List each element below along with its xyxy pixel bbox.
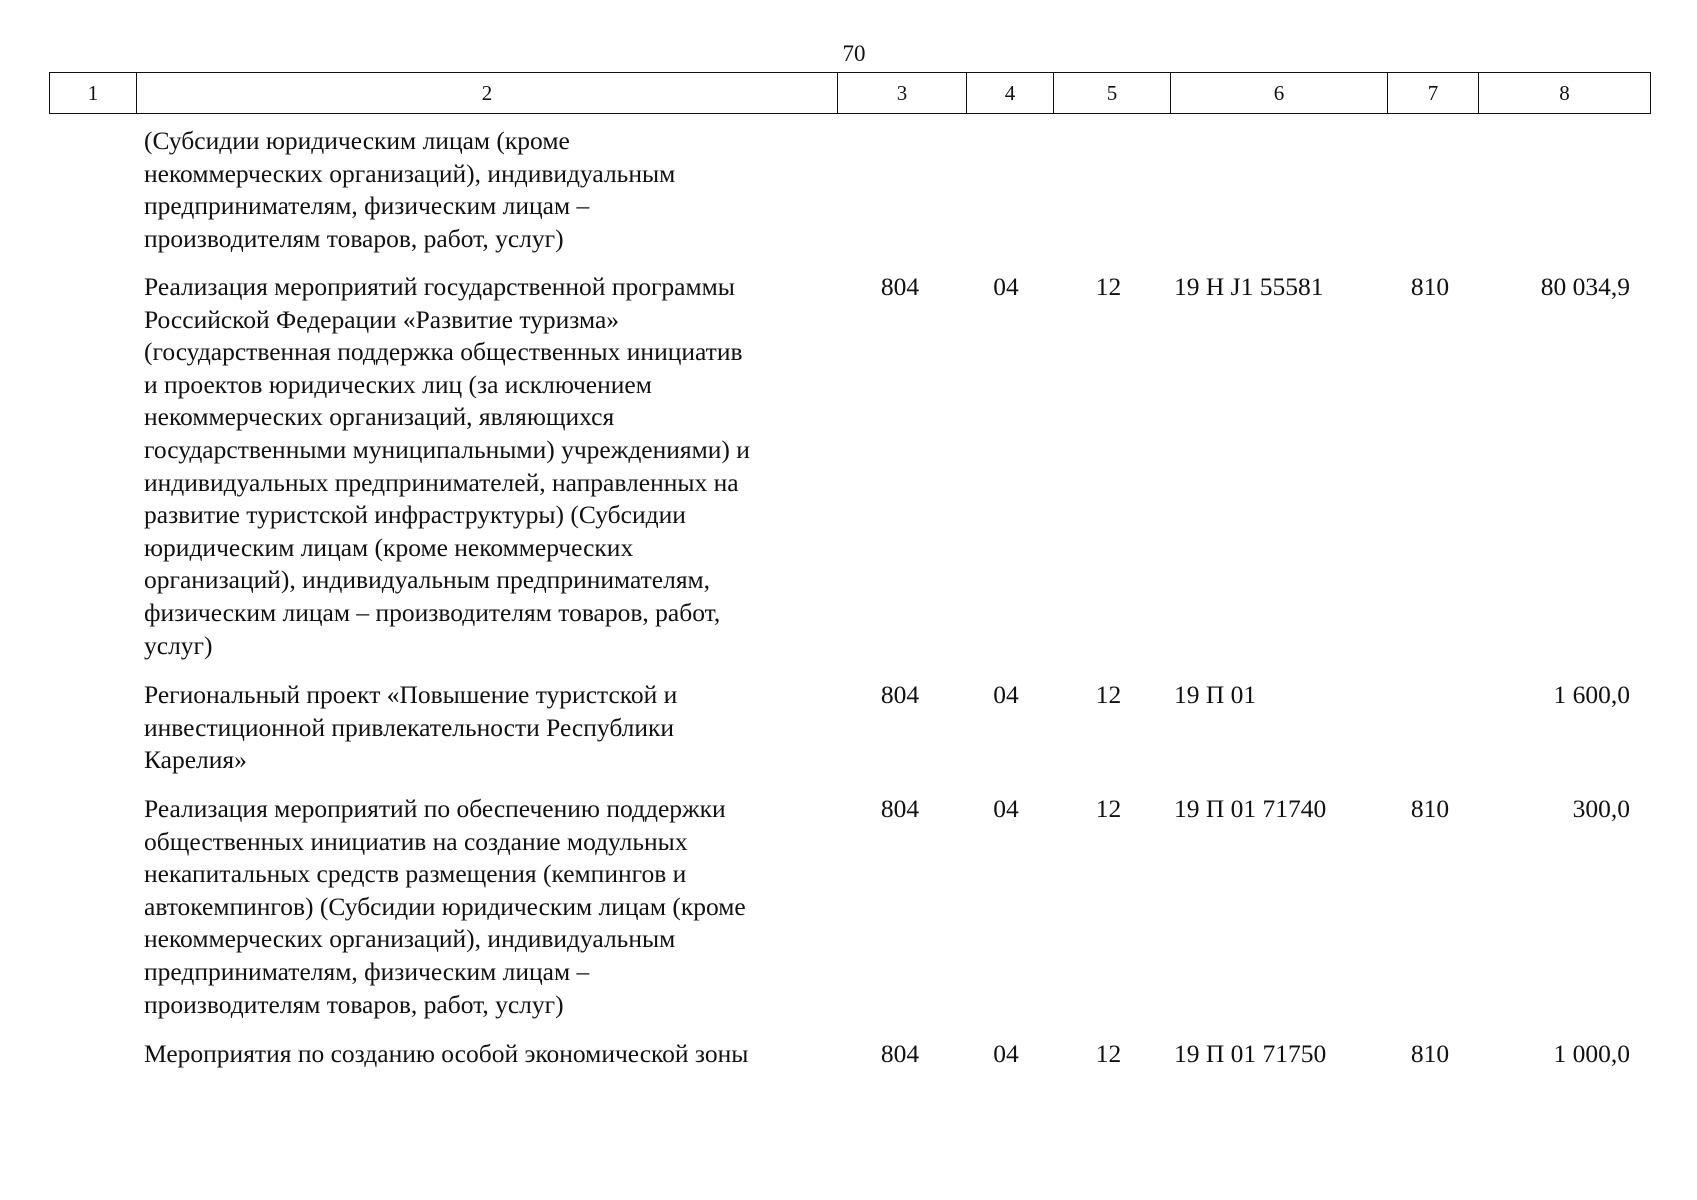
description-line: производителям товаров, работ, услуг) (144, 223, 564, 253)
row-description (144, 1038, 834, 1071)
description-line: автокемпингов) (Субсидии юридическим лицам (кроме (144, 891, 746, 921)
page-number: 70 (842, 41, 866, 66)
row-description (144, 271, 834, 662)
csr-code: 19 П 01 71740 (1174, 794, 1327, 823)
sum-value: 300,0 (1572, 794, 1630, 823)
header-cell-2: 2 (137, 73, 838, 114)
description-line: предпринимателям, физическим лицам – (144, 956, 590, 986)
gr-code: 804 (880, 272, 920, 301)
description-line: производителям товаров, работ, услуг) (144, 989, 564, 1019)
header-cell-8: 8 (1479, 73, 1651, 114)
rz-code: 04 (993, 1039, 1019, 1068)
description-line: некоммерческих организаций), индивидуальным (144, 924, 676, 954)
vr-code: 810 (1410, 1039, 1450, 1068)
gr-code: 804 (880, 794, 920, 823)
row-description (144, 679, 834, 777)
description-line: (Субсидии юридическим лицам (кроме (144, 126, 570, 155)
csr-code: 19 П 01 (1174, 680, 1257, 709)
rz-code: 04 (993, 794, 1019, 823)
row-description (144, 793, 834, 1021)
column-number-header (49, 72, 1651, 114)
pr-code: 12 (1095, 680, 1122, 709)
header-cell-5: 5 (1054, 73, 1171, 114)
description-line: Карелия» (144, 745, 247, 775)
vr-code: 810 (1410, 794, 1450, 823)
description-line: организаций), индивидуальным предпринимателям, (144, 565, 711, 595)
pr-code: 12 (1095, 272, 1122, 301)
sum-value: 1 000,0 (1553, 1039, 1630, 1068)
description-line: и проектов юридических лиц (за исключением (144, 369, 652, 399)
sum-value: 1 600,0 (1553, 680, 1630, 709)
description-line: инвестиционной привлекательности Республики (144, 712, 675, 742)
gr-code: 804 (880, 680, 920, 709)
vr-code: 810 (1410, 272, 1450, 301)
csr-code: 19 Н J1 55581 (1174, 272, 1324, 301)
description-line: юридическим лицам (кроме некоммерческих (144, 532, 634, 562)
description-line: Реализация мероприятий по обеспечению поддержки (144, 794, 726, 823)
rz-code: 04 (993, 272, 1019, 301)
description-line: (государственная поддержка общественных инициатив (144, 337, 743, 367)
pr-code: 12 (1095, 1039, 1122, 1068)
description-line: Региональный проект «Повышение туристской и (144, 680, 678, 709)
rz-code: 04 (993, 680, 1019, 709)
header-cell-6: 6 (1171, 73, 1388, 114)
header-cell-3: 3 (838, 73, 967, 114)
description-line: развитие туристской инфраструктуры) (Субсидии (144, 500, 686, 530)
description-line: физическим лицам – производителям товаров, работ, (144, 597, 721, 627)
description-line: государственными муниципальными) учреждениями) и (144, 434, 750, 464)
header-cell-1: 1 (50, 73, 137, 114)
header-row (50, 73, 1651, 114)
description-line: услуг) (144, 630, 213, 660)
csr-code: 19 П 01 71750 (1174, 1039, 1327, 1068)
description-line: некоммерческих организаций), индивидуальным (144, 158, 676, 188)
sum-value: 80 034,9 (1540, 272, 1630, 301)
row-description (144, 125, 834, 255)
gr-code: 804 (880, 1039, 920, 1068)
description-line: некапитальных средств размещения (кемпингов и (144, 859, 687, 889)
header-cell-4: 4 (967, 73, 1054, 114)
header-cell-7: 7 (1388, 73, 1479, 114)
description-line: Реализация мероприятий государственной программы (144, 272, 735, 301)
description-line: Российской Федерации «Развитие туризма» (144, 304, 620, 334)
pr-code: 12 (1095, 794, 1122, 823)
description-line: общественных инициатив на создание модульных (144, 826, 688, 856)
description-line: индивидуальных предпринимателей, направленных на (144, 467, 739, 497)
description-line: некоммерческих организаций, являющихся (144, 402, 615, 432)
description-line: предпринимателям, физическим лицам – (144, 191, 590, 221)
description-line: Мероприятия по созданию особой экономической зоны (144, 1039, 749, 1068)
